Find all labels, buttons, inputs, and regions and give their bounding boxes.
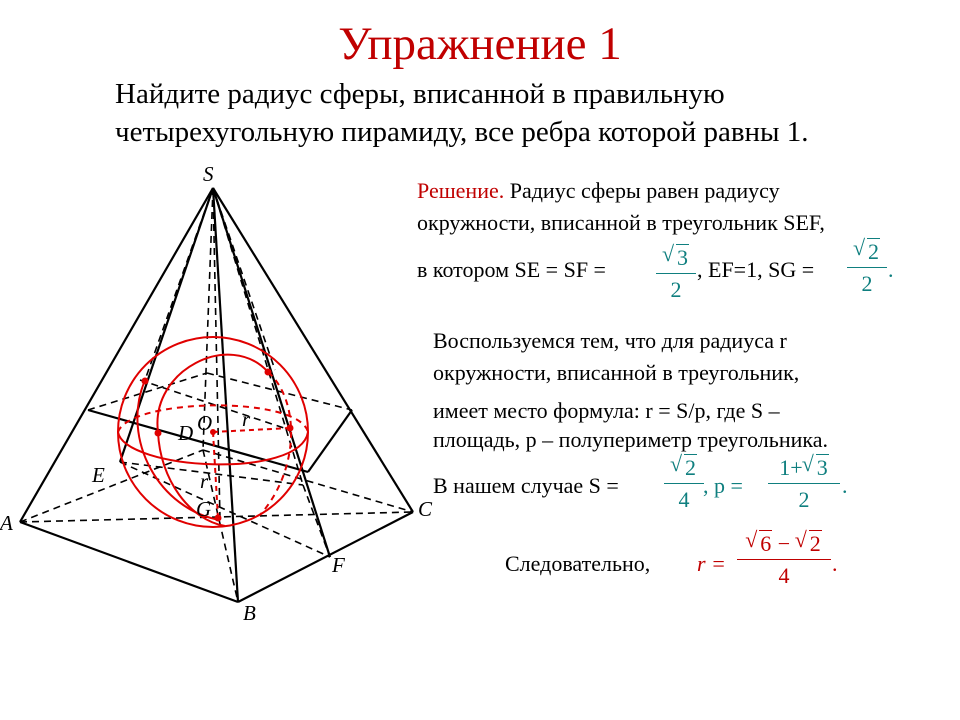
- r-numerator-minus: −: [772, 531, 796, 556]
- solution-line-1: [417, 177, 780, 205]
- visible-edges: [20, 188, 413, 602]
- formula-line-3: имеет место формула: r = S/p, где S –: [433, 398, 780, 423]
- s-fraction: [664, 456, 704, 512]
- label-r-top: r: [242, 407, 251, 431]
- formula-line-2: окружности, вписанной в треугольник,: [433, 360, 800, 385]
- r-numerator-a: 6: [760, 531, 772, 556]
- solution-line-3b: , EF=1, SG =: [697, 257, 815, 282]
- formula-line-4: площадь, p – полупериметр треугольника.: [433, 427, 828, 452]
- formula-line-1: Воспользуемся тем, что для радиуса r: [433, 328, 787, 353]
- label-r-mid: r: [200, 469, 209, 493]
- p-numerator-b: 3: [816, 455, 828, 480]
- task-line-2: четырехугольную пирамиду, все ребра которой равны 1.: [115, 116, 809, 148]
- p-denominator: 2: [798, 487, 810, 512]
- se-fraction: [656, 246, 696, 302]
- label-s: S: [203, 162, 214, 186]
- se-denominator: 2: [670, 277, 682, 302]
- label-b: B: [243, 601, 256, 625]
- sg-fraction: [847, 240, 887, 296]
- r-end: .: [832, 551, 838, 576]
- se-numerator: 3: [677, 245, 688, 270]
- r-label: r =: [697, 551, 726, 576]
- label-o: O: [197, 411, 213, 435]
- solution-line-1-text: Радиус сферы равен радиусу: [504, 178, 780, 203]
- solution-line-3a: в котором SE = SF =: [417, 257, 606, 282]
- label-a: A: [0, 511, 13, 535]
- case-end: .: [842, 473, 848, 498]
- case-text: В нашем случае S =: [433, 473, 619, 498]
- label-d: D: [178, 421, 194, 445]
- pyramid-figure: [0, 160, 440, 630]
- label-f: F: [332, 553, 345, 577]
- label-e: E: [92, 463, 105, 487]
- page-title: Упражнение 1: [338, 18, 622, 70]
- conclusion-text: Следовательно,: [505, 551, 651, 576]
- task-line-1: Найдите радиус сферы, вписанной в правильную: [115, 78, 725, 110]
- r-fraction: [737, 532, 831, 588]
- r-numerator-b: 2: [809, 531, 821, 556]
- solution-line-3-end: .: [888, 257, 894, 282]
- sg-denominator: 2: [861, 271, 873, 296]
- s-numerator: 2: [685, 455, 696, 480]
- solution-line-2: окружности, вписанной в треугольник SEF,: [417, 210, 825, 235]
- sg-numerator: 2: [868, 239, 879, 264]
- solution-label: Решение.: [417, 178, 505, 203]
- label-g: G: [196, 497, 212, 521]
- label-c: C: [418, 497, 433, 521]
- p-fraction: [768, 456, 840, 512]
- r-denominator: 4: [778, 563, 790, 588]
- p-numerator-a: 1+: [779, 455, 803, 480]
- s-denominator: 4: [678, 487, 690, 512]
- p-label: , p =: [703, 473, 743, 498]
